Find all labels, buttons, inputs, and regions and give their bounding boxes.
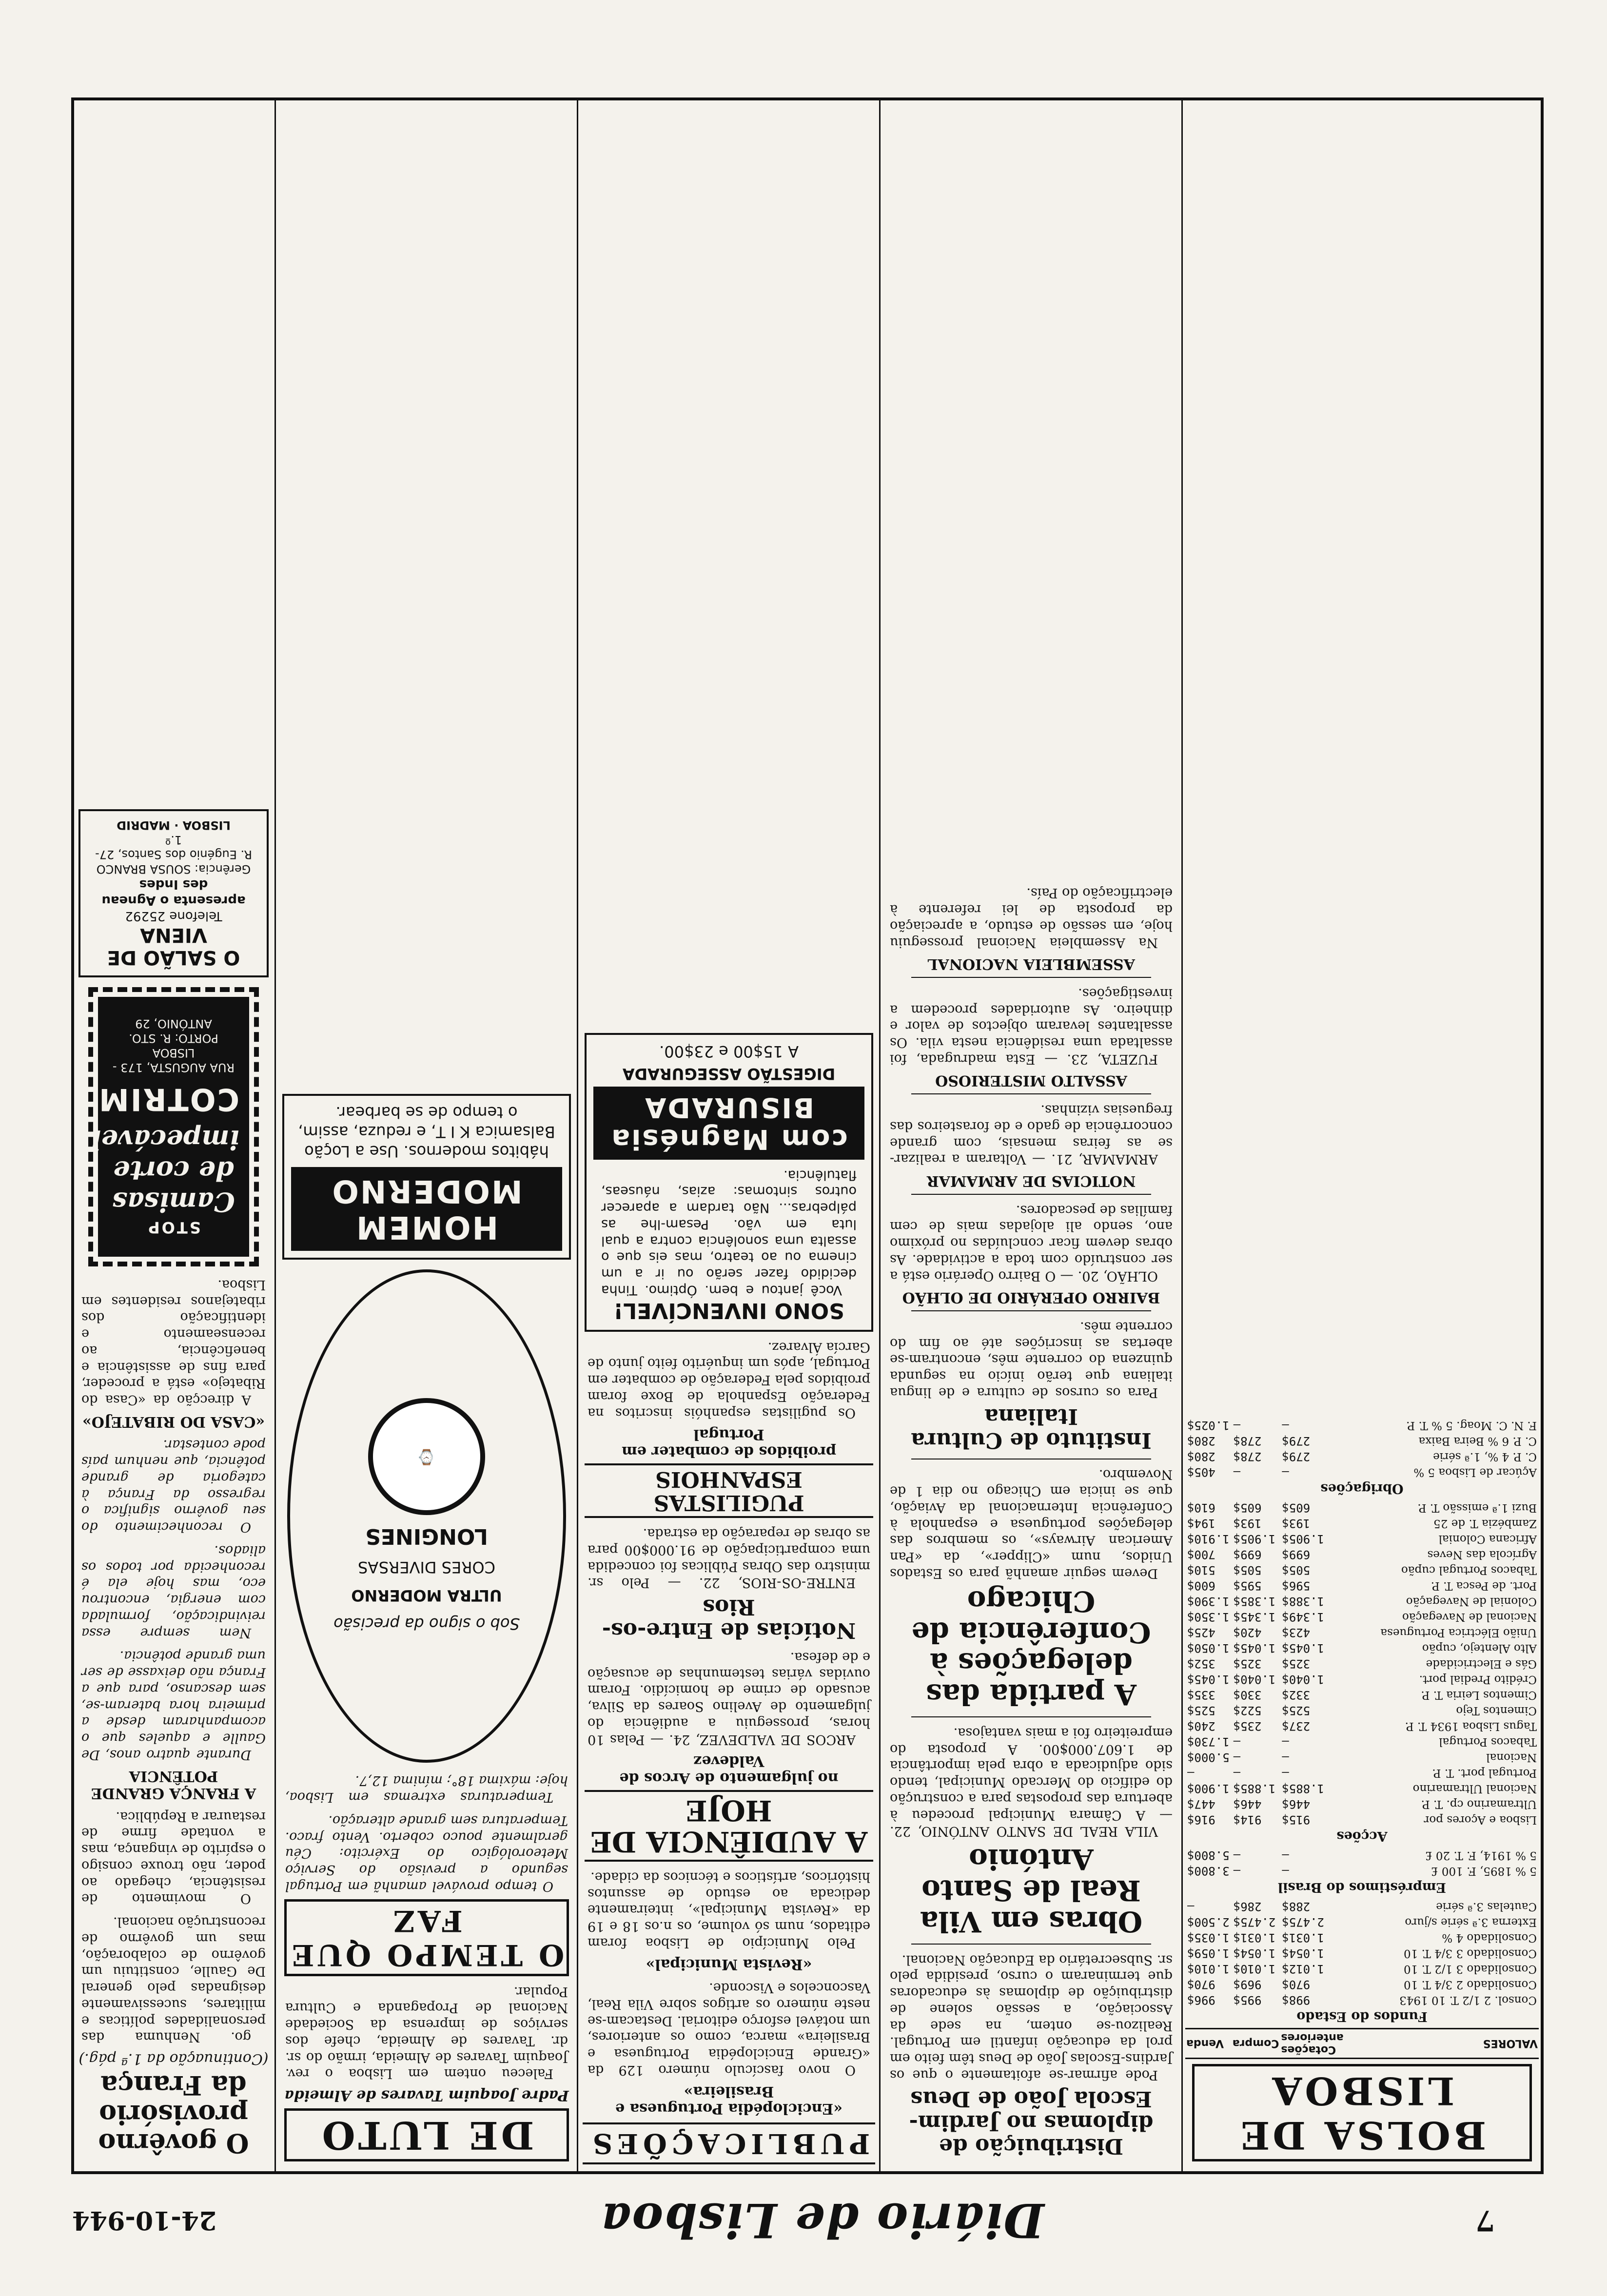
column-news-5 (74, 107, 274, 2164)
headline-assembleia: ASSEMBLEIA NACIONAL (927, 955, 1135, 973)
table-group-title: Acções (1336, 1829, 1388, 1844)
table-row (1185, 1992, 1539, 2008)
salao-viena-tel: Telefone 25292 (125, 909, 222, 924)
table-row (1185, 1961, 1539, 1977)
table-cell: — (1282, 1735, 1289, 1749)
table-cell: 1.388$ (1282, 1595, 1325, 1608)
table-cell: Tabacos Portugal cupão (1401, 1564, 1537, 1577)
table-cell: — (1282, 1766, 1289, 1780)
table-cell: — (1233, 1751, 1241, 1764)
headline-olhao: BAIRRO OPERÁRIO DE OLHÃO (902, 1289, 1160, 1306)
table-cell: Consol. 2 1/2 T. 10 1943 (1399, 1994, 1537, 2007)
longines-ad-colors: CORES DIVERSAS (358, 1558, 495, 1577)
table-row (1185, 1703, 1539, 1718)
table-cell: 1.730$ (1187, 1735, 1230, 1749)
table-cell: 1.905$ (1233, 1532, 1276, 1546)
table-cell: Consolidado 2 3/4 T. 10 (1403, 1978, 1537, 1991)
table-cell: 2.500$ (1187, 1915, 1230, 1929)
salao-viena-address: R. Eugénio dos Santos, 27-1.º (95, 833, 252, 861)
magnesia-ad-brand: com Magnésia BISURADA (593, 1087, 864, 1160)
table-cell: — (1233, 1465, 1241, 1479)
table-cell: 510$ (1187, 1563, 1215, 1577)
table-cell: Lisboa e Açores por (1424, 1813, 1537, 1827)
table-cell: C. P. 4 %, 1.ª série (1433, 1450, 1537, 1463)
table-cell: 1.050$ (1187, 1641, 1230, 1655)
column-rule (879, 97, 881, 2174)
table-row (1185, 1914, 1539, 1930)
table-cell: 423$ (1282, 1626, 1311, 1639)
table-cell: 1.885$ (1233, 1782, 1276, 1795)
table-cell: Portugal port. T. P. (1432, 1767, 1537, 1780)
table-cell: 1.045$ (1233, 1641, 1276, 1655)
table-cell: Alto Alentejo, cupão (1422, 1642, 1537, 1655)
table-cell: 2.475$ (1233, 1915, 1276, 1929)
article-audiencia: ARCOS DE VALDEVEZ, 24. — Pelas 10 horas, prosseguiu a audiência do julgamento de Avelino Soares da Silva, acusado de crime de homicídio. Foram ouvidas várias testemunhas de acusação e de defesa. (588, 1649, 870, 1747)
table-cell: 352$ (1187, 1657, 1215, 1671)
article-franca-2: O movimento de resistência, chegado ao poder, não trouxe consigo o espírito de vingança, mas a vontade firme de restaurar a República. (81, 1809, 266, 1907)
table-cell: Tabacos Portugal (1439, 1735, 1537, 1749)
table-cell: 1.040$ (1233, 1673, 1276, 1686)
article-vila-real: VILA REAL DE SANTO ANTÓNIO, 22. — A Câmara Municipal procedeu à abertura das propostas para a construção do edifício do Mercado Municipal, tendo sido adjudicada a obra pela importância de 1.607.000$00. A proposta do empreiteiro foi a mais vantajosa. (890, 1725, 1173, 1839)
table-cell: 1.040$ (1282, 1673, 1325, 1686)
table-cell: 1.350$ (1187, 1610, 1230, 1624)
table-cell: Port. de Pesca T. P. (1431, 1579, 1537, 1593)
table-row (1185, 1946, 1539, 1961)
table-row (1185, 1594, 1539, 1609)
table-cell: Buzi 1.ª emissão T. P. (1417, 1501, 1537, 1515)
table-cell: 5.800$ (1187, 1848, 1230, 1862)
headline-chicago: A partida das delegações à Conferência de Chicago (911, 1584, 1151, 1712)
magnesia-ad-text: Você jantou e bem. Óptimo. Tinha decidido fazer serão ou ir a um cinema ou ao teatro, mas eis que o assalta uma sonolência contra a qual luta em vão. Pesam-lhe as pálpebras... Não tardam a aparecer outros sintomas: azias, náuseas, flatulência. (601, 1167, 857, 1298)
table-row (1185, 1812, 1539, 1828)
col-header-compra: Compra (1232, 2029, 1280, 2059)
divider (911, 1310, 1151, 1311)
page-number: 7 (1475, 2204, 1495, 2237)
table-cell: — (1233, 1766, 1241, 1780)
article-chicago: Devem seguir amanhã para os Estados Unidos, num «Clipper», da «Pan American Airways», os membros das delegações portuguesa e espanhola à Conferência Internacional da Aviação, que se inicia em Chicago no dia 1 de Novembro. (890, 1467, 1173, 1581)
table-row (1185, 1781, 1539, 1796)
magnesia-ad (585, 1033, 873, 1332)
salao-viena-text: apresenta o Agneau des Indes (101, 877, 246, 908)
column-news-3 (580, 107, 878, 2164)
headline-luto: Padre Joaquim Tavares de Almeida (284, 2087, 569, 2104)
table-cell: 325$ (1233, 1657, 1262, 1671)
longines-ad (287, 1269, 566, 1763)
table-cell: — (1282, 1751, 1289, 1764)
table-cell: 286$ (1233, 1900, 1262, 1913)
table-cell: 330$ (1233, 1688, 1262, 1702)
column-rule (577, 97, 578, 2174)
table-row (1185, 1656, 1539, 1672)
divider (911, 977, 1151, 978)
stock-table (1185, 1418, 1539, 2059)
article-franca-3: Durante quatro anos, De Gaulle e aqueles que o acompanharam desde a primeira hora bateram-se, sem descanso, para que a França não deixasse de ser uma grande potência. (81, 1648, 266, 1762)
headline-cultura-italiana: Instituto de Cultura Italiana (911, 1404, 1152, 1453)
divider (911, 1944, 1151, 1945)
table-cell: 1.054$ (1282, 1946, 1325, 1960)
table-cell: 1.045$ (1187, 1673, 1230, 1686)
table-row (1185, 1433, 1539, 1449)
kit-ad-title: HOMEM MODERNO (291, 1167, 562, 1251)
table-row (1185, 1625, 1539, 1640)
table-cell: C. P. 6 % Beira Baixa (1418, 1435, 1537, 1448)
table-cell: 1.025$ (1187, 1419, 1230, 1432)
table-cell: 1.385$ (1233, 1595, 1276, 1608)
longines-ad-model: ULTRA MODERNO (351, 1586, 502, 1605)
subhead-pugilistas: proibidos de combater em Portugal (622, 1426, 836, 1460)
table-cell: 996$ (1187, 1993, 1215, 2007)
table-cell: 970$ (1282, 1978, 1311, 1991)
table-cell: 332$ (1282, 1688, 1311, 1702)
table-cell: — (1187, 1766, 1195, 1780)
table-cell: 1.010$ (1233, 1962, 1276, 1976)
column-rule (1181, 97, 1183, 2174)
table-cell: 5 % 1914, F. T. 20 £ (1425, 1849, 1537, 1862)
table-row (1185, 1718, 1539, 1734)
table-cell: 425$ (1187, 1626, 1215, 1639)
weather-temperatures: Temperaturas extremas em Lisboa, hoje: máxima 18°; mínima 12,7. (285, 1773, 568, 1805)
table-cell: Crédito Predial port. (1419, 1673, 1537, 1686)
headline-assalto: ASSALTO MISTERIOSO (935, 1072, 1127, 1090)
table-cell: Cautelas 3.ª série (1436, 1900, 1537, 1913)
bolsa-section-title: BOLSA DE LISBOA (1192, 2064, 1532, 2161)
table-row (1185, 1796, 1539, 1812)
table-cell: União Eléctrica Portuguesa (1380, 1626, 1537, 1639)
table-row (1185, 1672, 1539, 1687)
headline-governo-franca: O govêrno provisório da França (98, 2070, 249, 2159)
table-cell: 193$ (1233, 1517, 1262, 1530)
table-cell: 446$ (1282, 1797, 1311, 1811)
table-cell: 288$ (1282, 1900, 1311, 1913)
table-cell: Consolidado 4 % (1442, 1931, 1537, 1945)
table-row (1185, 1765, 1539, 1781)
table-cell: Gás e Electricidade (1426, 1657, 1537, 1671)
table-cell: 5.000$ (1187, 1751, 1230, 1764)
table-cell: — (1233, 1735, 1241, 1749)
table-cell: Colonial de Navegação (1406, 1595, 1537, 1608)
table-cell: 446$ (1233, 1797, 1262, 1811)
table-cell: 278$ (1233, 1434, 1262, 1448)
cotrim-ad-tag: STOP (146, 1218, 201, 1237)
article-assalto: FUZETA, 23. — Esta madrugada, foi assaltada uma residência nesta vila. Os assaltantes levaram objectos de valor e dinheiro. As autoridades procedem a investigações. (890, 985, 1173, 1067)
table-row (1185, 1609, 1539, 1625)
table-group-header (1185, 2008, 1539, 2029)
table-cell: 240$ (1187, 1719, 1215, 1733)
table-cell: 1.885$ (1282, 1782, 1325, 1795)
table-cell: — (1282, 1848, 1289, 1862)
article-armamar: ARMAMAR, 21. — Voltaram a realizar-se as feiras mensais, com grande concorrência de gado e de forasteiros das freguesias vizinhas. (890, 1102, 1173, 1167)
table-row (1185, 1500, 1539, 1516)
weather-forecast: O tempo provável amanhã em Portugal segundo a previsão do Serviço Meteorológico do Exército: Céu geralmente pouco coberto. Vento fraco. Temperatura sem grande alteração. (285, 1813, 568, 1894)
table-cell: Açúcar de Lisboa 5 % (1413, 1466, 1537, 1479)
table-cell: 1.054$ (1233, 1946, 1276, 1960)
table-cell: 1.035$ (1187, 1931, 1230, 1945)
magnesia-ad-tagline: DIGESTÃO ASSEGURADA (622, 1064, 836, 1083)
masthead (71, 2184, 1544, 2257)
table-cell: 522$ (1233, 1704, 1262, 1717)
salao-viena-agent: Gerência: SOUSA BRANCO (96, 862, 251, 876)
table-cell: — (1282, 1465, 1289, 1479)
table-cell: 325$ (1282, 1657, 1311, 1671)
table-cell: 237$ (1282, 1719, 1311, 1733)
col-header-valores: VALORES (1378, 2029, 1539, 2059)
headline-vila-real: Obras em Vila Real de Santo António (920, 1843, 1143, 1938)
table-cell: 278$ (1233, 1450, 1262, 1463)
article-franca-4: Nem sempre essa reivindicação, formulada com energia, encontrou eco, mas hoje ela é reconhecida por todos os aliados. (81, 1542, 266, 1640)
table-cell: 914$ (1233, 1813, 1262, 1827)
table-cell: 605$ (1282, 1501, 1311, 1515)
table-group-header (1185, 1480, 1539, 1500)
headline-revista-municipal: «Revista Municipal» (646, 1956, 812, 1973)
issue-date: 24-10-944 (72, 2205, 217, 2236)
headline-pugilistas: PUGILISTAS ESPANHOIS (585, 1463, 873, 1518)
table-row (1185, 1899, 1539, 1914)
headline-enciclopedia: «Enciclopédia Portuguesa e Brasileira» (615, 2083, 843, 2117)
table-cell: — (1233, 1864, 1241, 1878)
table-cell: 525$ (1187, 1704, 1215, 1717)
publicacoes-section-title: PUBLICAÇÕES (583, 2122, 875, 2164)
table-cell: 1.390$ (1187, 1595, 1230, 1608)
luto-section-title: DE LUTO (284, 2108, 569, 2161)
subhead-audiencia: no julgamento de Arcos de Valdevez (619, 1752, 839, 1787)
headline-casa-ribatejo: «CASA DO RIBATEJO» (82, 1413, 265, 1430)
table-row (1185, 1547, 1539, 1562)
magnesia-ad-title: SONO INVENCÍVEL! (613, 1298, 844, 1323)
table-cell: Externa 3.ª série s/juro (1405, 1916, 1537, 1929)
table-row (1185, 1750, 1539, 1765)
newspaper-title: Diário de Lisboa (600, 2193, 1044, 2248)
table-cell: — (1282, 1864, 1289, 1878)
article-entre-os-rios: ENTRE-OS-RIOS, 22. — Pelo sr. ministro das Obras Públicas foi concedida uma comparticipação de 91.000$00 para as obras de reparação da estrada. (588, 1526, 870, 1591)
article-luto: Faleceu ontem em Lisboa o rev. Joaquim Tavares de Almeida, irmão do sr. dr. Tavares de Almeida, chefe dos serviços de imprensa da Sociedade Nacional de Propaganda e Cultura Popular. (285, 1984, 568, 2082)
cotrim-ad-address-lisboa: RUA AUGUSTA, 173 - LISBOA (112, 1046, 235, 1075)
table-group-title: Empréstimos do Brasil (1277, 1880, 1447, 1895)
table-cell: 194$ (1187, 1517, 1215, 1530)
table-cell: Zambézia T. de 25 (1433, 1517, 1537, 1530)
table-cell: 1.031$ (1282, 1931, 1325, 1945)
table-cell: 279$ (1282, 1450, 1311, 1463)
headline-entre-os-rios: Notícias de Entre-os-Rios (602, 1594, 856, 1643)
table-cell: 1.059$ (1187, 1946, 1230, 1960)
table-cell: 505$ (1233, 1563, 1262, 1577)
table-cell: 969$ (1233, 1978, 1262, 1991)
column-bolsa (1185, 107, 1539, 2164)
table-cell: 1.905$ (1282, 1532, 1325, 1546)
table-cell: 995$ (1233, 1993, 1262, 2007)
article-franca-5: O reconhecimento do seu govêrno significa o regresso da França à categoria de grande potência, que nenhum país pode contestar. (81, 1437, 266, 1535)
table-cell: 699$ (1233, 1548, 1262, 1561)
column-news-4 (277, 107, 576, 2164)
table-cell: 280$ (1187, 1434, 1215, 1448)
table-group-title: Obrigações (1320, 1481, 1404, 1496)
table-cell: Ultramarino cp. T. P. (1421, 1798, 1537, 1811)
table-cell: 700$ (1187, 1548, 1215, 1561)
longines-ad-brand: LONGINES (365, 1524, 488, 1549)
table-cell: 1.910$ (1187, 1532, 1230, 1546)
magnesia-ad-price: A 15$00 e 23$00. (659, 1042, 799, 1061)
table-row (1185, 1516, 1539, 1531)
article-pugilistas: Os pugilistas espanhóis inscritos na Federação Espanhola de Boxe foram proibidos pela Federação de combater em Portugal, após um inquérito feito junto de García Álvarez. (588, 1339, 870, 1420)
table-cell: — (1233, 1419, 1241, 1432)
table-cell: 335$ (1187, 1688, 1215, 1702)
table-cell: 699$ (1282, 1548, 1311, 1561)
table-cell: 279$ (1282, 1434, 1311, 1448)
article-cultura-italiana: Para os cursos de cultura e de lingua italiana que terão início na segunda quinzena do corrente mês, encontram-se abertas as inscrições até ao fim do corrente mês. (890, 1319, 1173, 1400)
table-cell: 1.031$ (1233, 1931, 1276, 1945)
table-cell: 1.349$ (1282, 1610, 1325, 1624)
headline-armamar: NOTICIAS DE ARMAMAR (926, 1172, 1136, 1189)
col-header-anteriores: Cotações anteriores (1280, 2029, 1378, 2059)
table-cell: 915$ (1282, 1813, 1311, 1827)
article-enciclopedia: O novo fascículo número 129 da «Grande Enciclopédia Portuguesa e Brasileira» marca, como os anteriores, um notável esforço editorial. Destacam-se neste número os artigos sobre Vila Real, Vasconcelos e Visconde. (588, 1980, 870, 2078)
table-row (1185, 1418, 1539, 1433)
table-cell: — (1282, 1419, 1289, 1432)
headline-audiencia: A AUDIÊNCIA DE HOJE (585, 1790, 873, 1862)
table-row (1185, 1562, 1539, 1578)
article-revista-municipal: Pelo Município de Lisboa foram editados, num só volume, os n.os 18 e 19 da «Revista Municipal», inteiramente dedicada ao estudo de assuntos históricos, artísticos e técnicos da cidade. (588, 1869, 870, 1950)
weather-section-title: O TEMPO QUE FAZ (284, 1899, 569, 1976)
table-row (1185, 1734, 1539, 1750)
table-cell: 420$ (1233, 1626, 1262, 1639)
divider (911, 1194, 1151, 1195)
table-cell: Agrícola das Neves (1427, 1548, 1537, 1561)
table-cell: Tagus Lisboa 1934 T. P. (1405, 1720, 1537, 1733)
table-cell: 2.475$ (1282, 1915, 1325, 1929)
table-cell: 600$ (1187, 1579, 1215, 1593)
column-news-2 (882, 107, 1180, 2164)
kit-lotion-ad (282, 1094, 571, 1260)
continuation-note: (Continuação da 1.ª pág.) (78, 2050, 269, 2067)
cotrim-ad (88, 987, 259, 1266)
table-row (1185, 1863, 1539, 1879)
table-cell: 5 % 1895, F. 100 £ (1431, 1865, 1537, 1878)
table-row (1185, 1930, 1539, 1946)
longines-ad-slogan: Sob o signo da precisão (333, 1615, 520, 1634)
table-cell: 1.345$ (1233, 1610, 1276, 1624)
table-cell: 235$ (1233, 1719, 1262, 1733)
table-cell: 595$ (1233, 1579, 1262, 1593)
table-row (1185, 1687, 1539, 1703)
kit-ad-text: hábitos modernos. Use a Loção Balsamica K I T, e reduza, assim, o tempo de se barbear. (298, 1103, 555, 1161)
watch-icon: ⌚ (368, 1398, 485, 1515)
table-group-title: Fundos do Estado (1296, 2009, 1428, 2024)
table-cell: 596$ (1282, 1579, 1311, 1593)
table-row (1185, 1449, 1539, 1464)
table-cell: 1.012$ (1282, 1962, 1325, 1976)
table-cell: — (1233, 1848, 1241, 1862)
table-cell: Nacional (1486, 1751, 1537, 1764)
table-row (1185, 1977, 1539, 1992)
headline-diplomas: Distribuição de diplomas no Jardim-Escola João de Deus (909, 2086, 1154, 2159)
article-diplomas: Pode afirmar-se afoitamente o que os Jardins-Escolas João de Deus têm feito em prol da educação infantil em Portugal. Realizou-se ontem, na sede da Associação, a sessão solene de distribuição de diplomas às educadoras que terminaram o curso, presidida pelo sr. Subsecretário da Educação Nacional. (890, 1952, 1173, 2082)
table-cell: Nacional Ultramarino (1412, 1782, 1537, 1795)
cotrim-ad-slogan: Camisas de corte impecável (91, 1124, 239, 1218)
article-franca-1: go. Nenhuma das personalidades políticas e militares, sucessivamente designadas pelo general De Gaulle, constituiu um govêrno de colaboração, mas um govêrno de reconstrução nacional. (81, 1914, 266, 2045)
table-cell: Consolidado 3 1/2 T. 10 (1403, 1963, 1537, 1976)
table-cell: Cimentos Leiria T. P. (1421, 1689, 1537, 1702)
table-cell: 193$ (1282, 1517, 1311, 1530)
cotrim-ad-brand: COTRIM (97, 1082, 239, 1118)
headline-grande-potencia: A FRANÇA GRANDE POTÊNCIA (91, 1768, 256, 1802)
table-row (1185, 1464, 1539, 1480)
table-cell: 1.045$ (1282, 1641, 1325, 1655)
table-group-header (1185, 1879, 1539, 1899)
salao-viena-title: O SALÃO DE VIENA (107, 924, 240, 969)
table-cell: 505$ (1282, 1563, 1311, 1577)
table-group-header (1185, 1828, 1539, 1848)
table-cell: 405$ (1187, 1465, 1215, 1479)
article-assembleia: Na Assembleia Nacional prosseguiu hoje, em sessão de estudo, a apreciação da proposta de lei referente à electrificação do País. (890, 885, 1173, 950)
table-cell: 998$ (1282, 1993, 1311, 2007)
table-cell: Cimentos Tejo (1456, 1704, 1537, 1717)
salao-viena-cities: LISBOA · MADRID (117, 818, 231, 832)
table-cell: 447$ (1187, 1797, 1215, 1811)
table-row (1185, 1531, 1539, 1547)
cotrim-ad-address-porto: PORTO: R. STO. ANTÓNIO, 29 (129, 1017, 218, 1046)
table-cell: 1.010$ (1187, 1962, 1230, 1976)
table-cell: Nacional de Navegação (1402, 1611, 1537, 1624)
col-header-venda: Venda (1185, 2029, 1232, 2059)
article-olhao: OLHÃO, 20. — O Bairro Operário está a ser construído com toda a actividade. As obras devem ficar concluídas no próximo ano, sendo ali alojadas mais de cem famílias de pescadores. (890, 1202, 1173, 1284)
table-cell: Consolidado 3 3/4 T. 10 (1403, 1947, 1537, 1960)
table-cell: — (1187, 1900, 1195, 1913)
table-cell: 525$ (1282, 1704, 1311, 1717)
table-cell: 605$ (1233, 1501, 1262, 1515)
table-row (1185, 1848, 1539, 1863)
article-casa-ribatejo: A direcção da «Casa do Ribatejo» está a proceder, para fins de assistência e beneficência, ao recenseamento e identificação dos ribatejanos residentes em Lisboa. (81, 1277, 266, 1408)
table-row (1185, 1640, 1539, 1656)
table-row (1185, 1578, 1539, 1594)
table-cell: 610$ (1187, 1501, 1215, 1515)
table-cell: 1.900$ (1187, 1782, 1230, 1795)
divider (911, 1093, 1151, 1094)
table-cell: F. N. C. Moag. 5 % T. P. (1406, 1419, 1537, 1432)
column-rule (274, 97, 276, 2174)
divider (911, 1716, 1151, 1717)
table-cell: 916$ (1187, 1813, 1215, 1827)
table-cell: 3.800$ (1187, 1864, 1230, 1878)
salao-viena-ad (78, 809, 269, 978)
table-cell: 970$ (1187, 1978, 1215, 1991)
table-cell: 280$ (1187, 1450, 1215, 1463)
table-cell: Africana Colonial (1438, 1533, 1537, 1546)
